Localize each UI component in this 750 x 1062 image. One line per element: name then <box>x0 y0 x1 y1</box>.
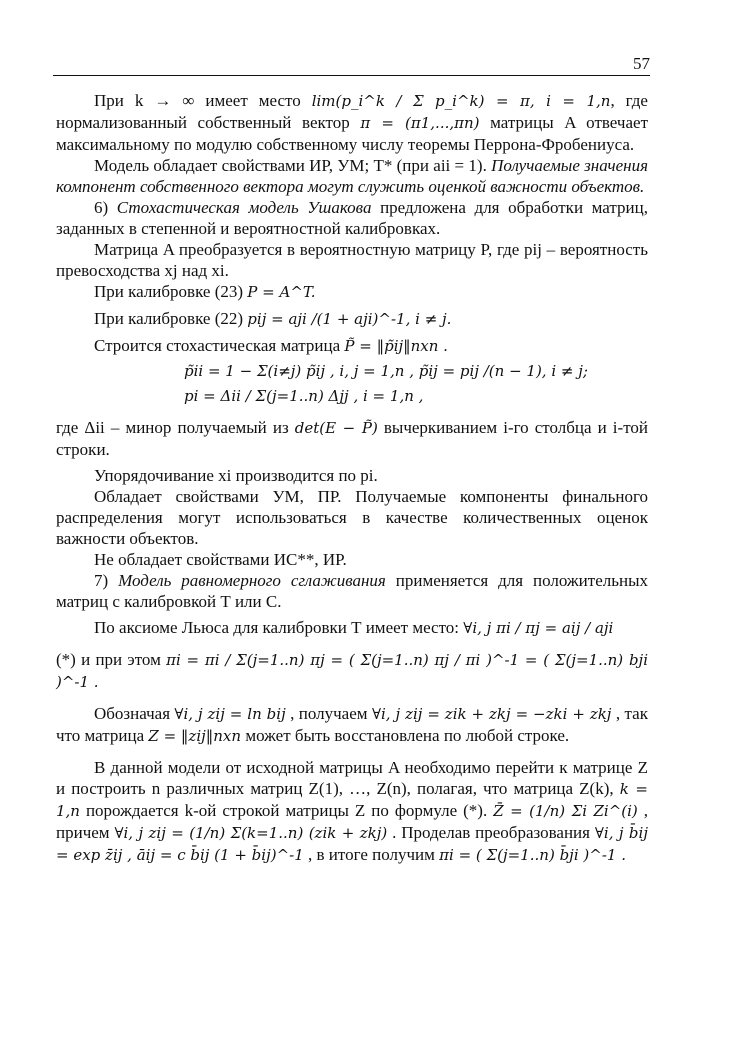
paragraph-z-matrix: Обозначая ∀i, j zij = ln bij , получаем ∀i, j zij = zik + zkj = −zki + zkj , так что матрица Z = ‖zij‖nxn может быть восстановлена по любой строке. <box>56 704 648 745</box>
paragraph-not-properties: Не обладает свойствами ИС**, ИР. <box>94 550 347 569</box>
paragraph-model-transform: В данной модели от исходной матрицы A необходимо перейти к матрице Z и построить n различных матриц Z(1), …, Z(n), полагая, что матрица Z(k), k = 1,n порождается k-ой строкой матрицы Z по формуле (*). Z̄ = (1/n) Σi Zi^(i) , причем ∀i, j zij = (1/n) Σ(k=1..n) (zik + zkj) . Проделав преобразования ∀i, j b̄ij = exp z̄ij , āij = c b̄ij (1 + b̄ij)^-1 , в итоге получим πi = ( Σ(j=1..n) b̄ji )^-1 . <box>56 758 649 864</box>
paragraph-calibration-23: При калибровке (23) P = A^T. <box>94 282 316 301</box>
paragraph-ordering: Упорядочивание xi производится по pi. <box>94 466 378 485</box>
header-rule <box>53 75 650 76</box>
vector-formula: π = (π1,...,πn) <box>360 114 480 132</box>
paragraph-uniform-smoothing: 7) Модель равномерного сглаживания применяется для положительных матриц с калибровкой Т или С. <box>56 571 649 611</box>
paragraph-properties: Модель обладает свойствами ИР, УМ; Т* (при aii = 1). Получаемые значения компонент собственного вектора могут служить оценкой важности объектов. <box>56 156 648 196</box>
paragraph-ushakov-model: 6) Стохастическая модель Ушакова предложена для обработки матриц, заданных в степенной и вероятностной калибровках. <box>56 198 648 238</box>
paragraph-pi-formula: (*) и при этом πi = πi / Σ(j=1..n) πj = ( Σ(j=1..n) πj / πi )^-1 = ( Σ(j=1..n) bji )^-1 . <box>56 650 648 691</box>
paragraph-stochastic-matrix: Строится стохастическая матрица P̃ = ‖p̃ij‖nxn . <box>94 336 448 355</box>
paragraph-luce-axiom: По аксиоме Льюса для калибровки Т имеет место: ∀i, j πi / πj = aij / aji <box>94 618 614 637</box>
page-number: 57 <box>633 54 650 73</box>
paragraph-calibration-22: При калибровке (22) pij = aji /(1 + aji)^-1, i ≠ j. <box>94 309 452 328</box>
equation-probabilities: pi = Δii / Σ(j=1..n) Δjj , i = 1,n , <box>184 387 424 405</box>
paragraph-probability-matrix: Матрица A преобразуется в вероятностную матрицу P, где pij – вероятность превосходства xj над xi. <box>56 240 648 280</box>
equation-stochastic: p̃ii = 1 − Σ(i≠j) p̃ij , i, j = 1,n , p̃ij = pij /(n − 1), i ≠ j; <box>184 362 588 380</box>
paragraph-minor: где Δii – минор получаемый из det(E − P̃) вычеркиванием i-го столбца и i-той строки. <box>56 418 648 459</box>
limit-formula: lim(p_i^k / Σ p_i^k) = π, i = 1,n <box>311 92 611 110</box>
paragraph-limit: При k → ∞ имеет место lim(p_i^k / Σ p_i^k) = π, i = 1,n, где нормализованный собственный вектор π = (π1,...,πn) матрицы A отвечает максимальному по модулю собственному числу теоремы Перрона-Фробениуса. <box>56 91 648 154</box>
paragraph-final-distribution: Обладает свойствами УМ, ПР. Получаемые компоненты финального распределения могут использоваться в качестве количественных оценок важности объектов. <box>56 487 648 548</box>
document-body <box>56 90 648 866</box>
